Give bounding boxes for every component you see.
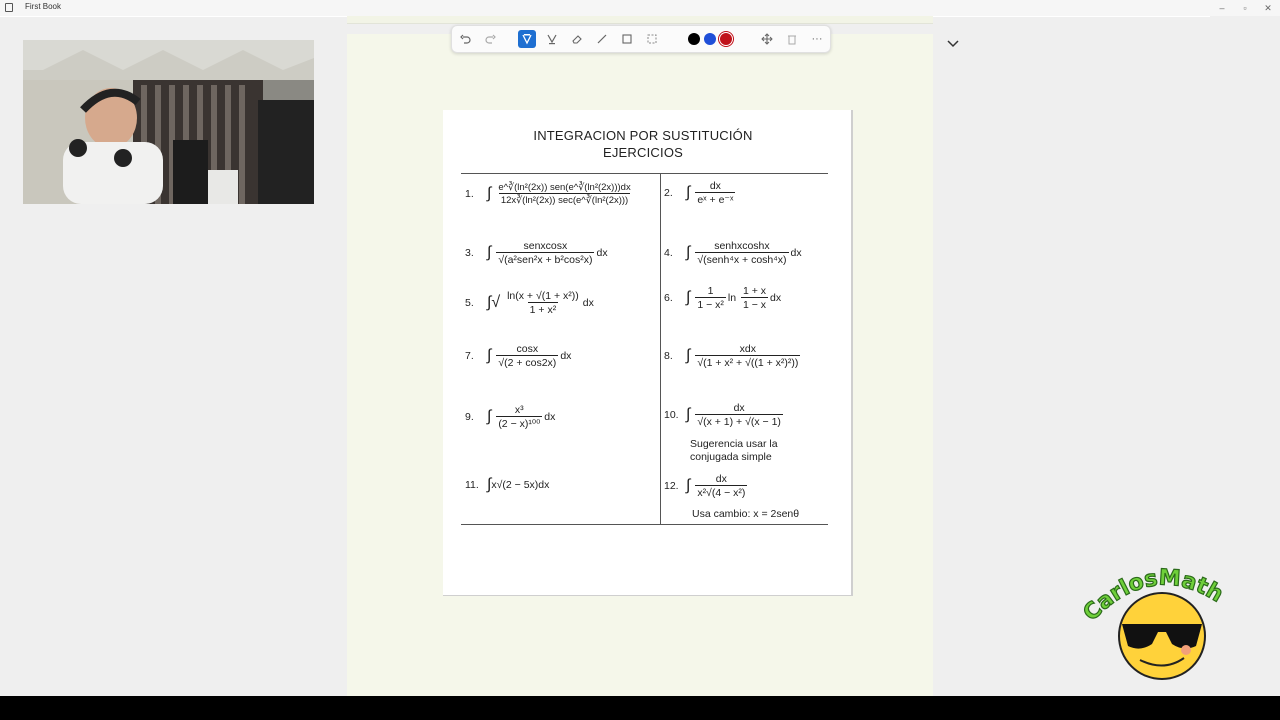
sheet-title: INTEGRACION POR SUSTITUCIÓN	[533, 128, 753, 143]
bottom-bar	[0, 696, 1280, 720]
color-red-swatch[interactable]	[720, 33, 732, 45]
pen-icon[interactable]	[518, 30, 536, 48]
redo-icon[interactable]	[481, 30, 499, 48]
webcam-video	[23, 40, 314, 204]
exercise-10: 10. ∫ $\frac{dx}{√(x + 1) + √(x - 1)}$	[664, 402, 781, 428]
undo-icon[interactable]	[456, 30, 474, 48]
logo-text: CarlosMath	[1080, 565, 1228, 627]
delete-icon[interactable]	[783, 30, 801, 48]
exercise-1: 1. ∫ $\frac{\text{e\textasciicircum{}∛(ln²(2x)) sen(e\textasciicircum{}∛(ln²(2x)))dx}}{\text{12x∛(ln²(2x)) sec(e\textasciicircum{}∛(ln²(2x)))}}$	[465, 182, 631, 206]
bottom-rule	[461, 524, 828, 525]
carlosmath-logo	[1080, 560, 1245, 685]
line-icon[interactable]	[593, 30, 611, 48]
exercise-8: 8. ∫ $\frac{\text{xdx}}{\text{√(1 + x² + √((1 + x²)²))}}$	[664, 343, 799, 369]
canvas-top-strip	[347, 16, 933, 24]
exercise-12-hint: Usa cambio: x = 2senθ	[692, 508, 800, 520]
exercise-6: 6. ∫ $\frac{1}{\text{1 − x²}}$ ln $\frac{1 + x}{1 - x}$ dx	[664, 285, 782, 311]
color-blue-swatch[interactable]	[704, 33, 716, 45]
exercise-10-hint: Sugerencia usar la conjugada simple	[690, 438, 778, 463]
exercise-5: 5. ∫√ $\frac{\text{ln(x + √(1 + x²))}}{\text{1 + x²}}$ dx	[465, 290, 594, 316]
rectangle-icon[interactable]	[618, 30, 636, 48]
color-black-swatch[interactable]	[688, 33, 700, 45]
lasso-icon[interactable]	[643, 30, 661, 48]
minimize-button[interactable]: –	[1219, 3, 1225, 13]
exercise-12: 12. ∫ $\frac{dx}{\text{x²√(4 − x²)}}$	[664, 473, 746, 499]
app-icon	[5, 3, 13, 12]
exercise-3: 3. ∫ $\frac{\text{senxcosx}}{\text{√(a²sen²x + b²cos²x)}}$ dx	[465, 240, 608, 266]
chevron-down-icon[interactable]	[946, 37, 960, 51]
exercise-9: 9. ∫ $\frac{\text{x³}}{\text{(2 − x)¹⁰⁰}}$ dx	[465, 404, 556, 430]
highlighter-icon[interactable]	[543, 30, 561, 48]
more-icon[interactable]: ···	[811, 33, 823, 45]
eraser-icon[interactable]	[568, 30, 586, 48]
window-title: First Book	[25, 2, 62, 11]
exercise-2: 2. ∫ $\frac{dx}{\text{eˣ + e⁻ˣ}}$	[664, 180, 734, 206]
pasted-exercise-sheet[interactable]	[443, 110, 853, 596]
exercise-7: 7. ∫ $\frac{\cos x}{√(2 + \cos 2x)}$ dx	[465, 343, 572, 369]
top-rule	[461, 173, 828, 174]
move-icon[interactable]	[758, 30, 776, 48]
column-divider	[660, 173, 661, 524]
close-button[interactable]: ✕	[1264, 3, 1272, 13]
ink-toolbar	[451, 25, 831, 53]
window-titlebar	[0, 0, 1280, 16]
sheet-subtitle: EJERCICIOS	[602, 145, 683, 160]
exercise-11: 11. ∫x√(2 − 5x)dx	[465, 476, 550, 493]
exercise-4: 4. ∫ $\frac{\text{senhxcoshx}}{\text{√(senh⁴x + cosh⁴x)}}$ dx	[664, 240, 802, 266]
restore-button[interactable]: ▫	[1243, 3, 1247, 13]
